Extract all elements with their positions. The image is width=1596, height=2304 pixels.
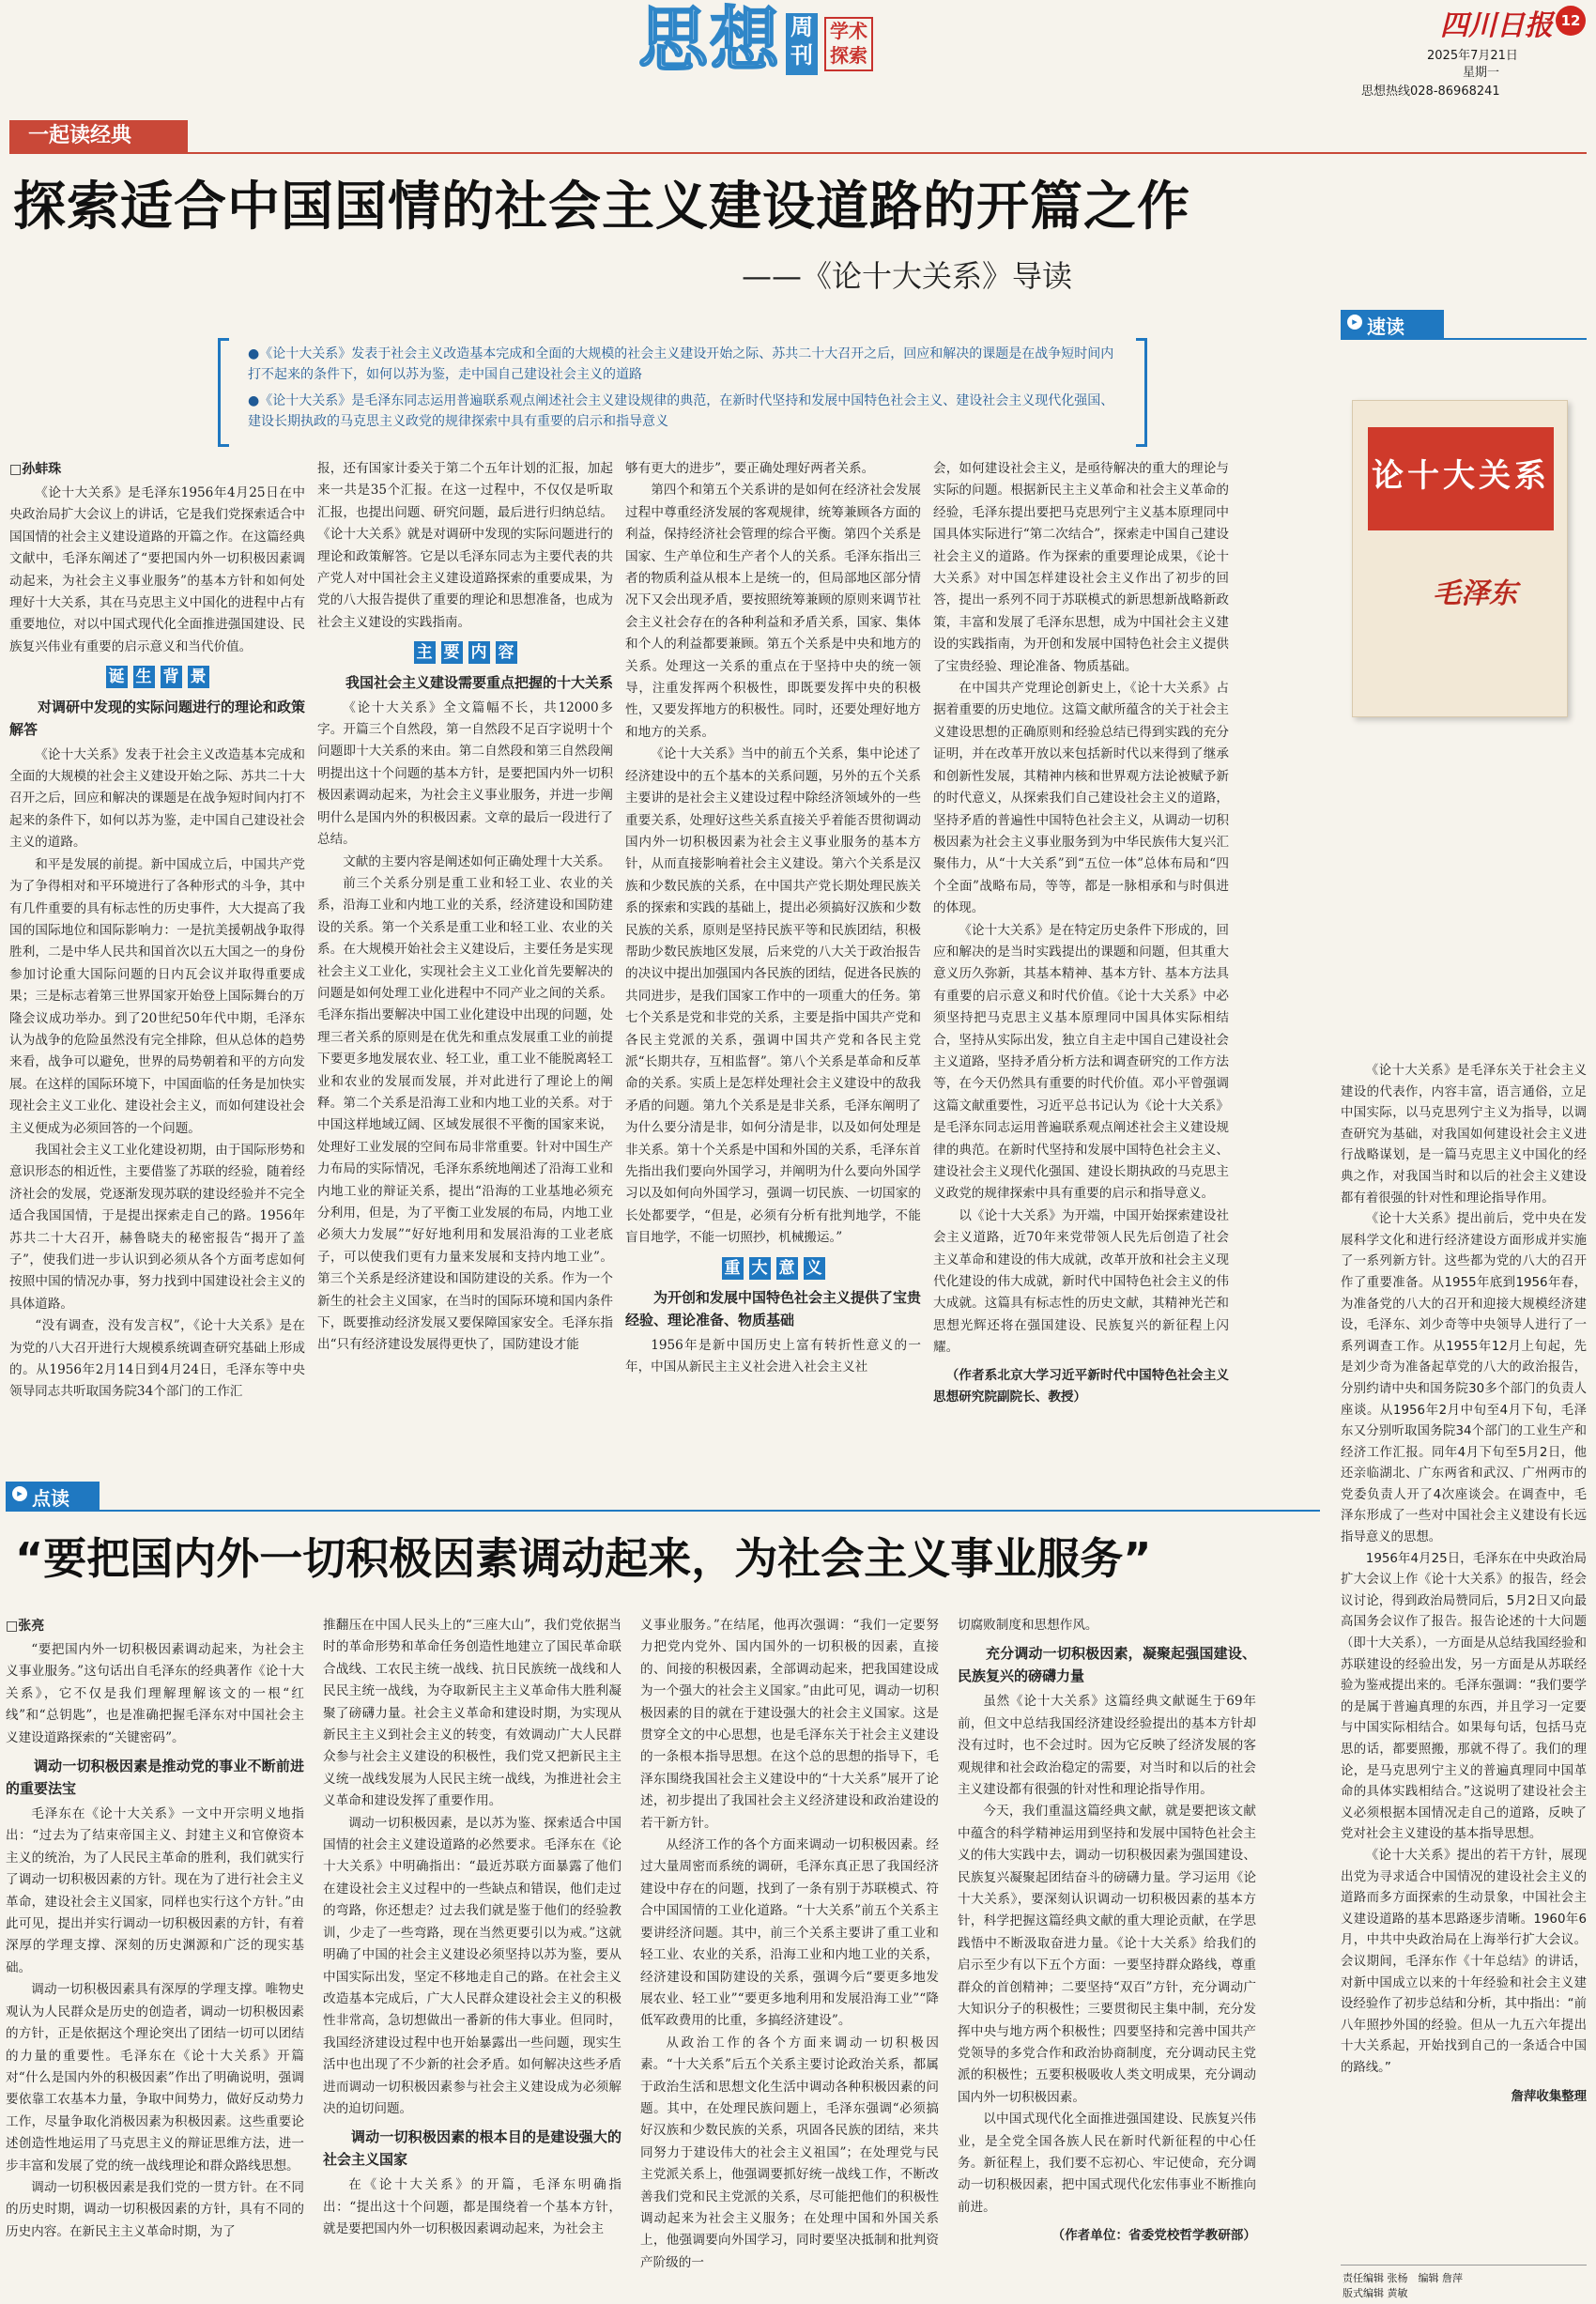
issue-weekday: 星期一: [1463, 66, 1500, 80]
sidebar-editor: 詹萍收集整理: [1511, 2089, 1587, 2104]
s1-subheading-2: 我国社会主义建设需要重点把握的十大关系: [345, 673, 613, 691]
hotline: 思想热线028-86968241: [1361, 84, 1500, 99]
s2-paragraph: 在《论十大关系》的开篇，毛泽东明确指出：“提出这十个问题，都是围绕着一个基本方针，就是要把国内外一切积极因素调动起来，为社会主: [323, 2177, 622, 2237]
s2-paragraph: 从政治工作的各个方面来调动一切积极因素。“十大关系”后五个关系主要讨论政治关系，都属于政治生活和思想文化生活中调动各种积极因素的问题。其中，在处理民族问题上，毛泽东强调“必须搞好汉族和少数民族的关系，巩固各民族的团结，来共同努力于建设伟大的社会主义祖国”；在处理党与民主党派关系上，他强调要抓好统一战线工作，不断改善我们党和民主党派的关系，尽可能把他们的积极性调动起来为社会主义服务；在处理中国和外国关系上，他强调要向外国学习，同时要坚决抵制和批判资产阶级的一: [640, 2035, 939, 2270]
s2-paragraph: 推翻压在中国人民头上的“三座大山”，我们党依据当时的革命形势和革命任务创造性地建立了国民革命联合战线、工农民主统一战线、抗日民族统一战线和人民民主统一战线，为夺取新民主主义革命伟大胜利凝聚了磅礴力量。社会主义革命和建设时期，为实现从新民主主义到社会主义的转变，有效调动广大人民群众参与社会主义建设的积极性，我们党又把新民主主义统一战线发展为人民民主统一战线，为推进社会主义革命和建设发挥了重要作用。: [323, 1618, 622, 1809]
sidebar-paragraph: 《论十大关系》是毛泽东关于社会主义建设的代表作，内容丰富，语言通俗，立足中国实际，以马克思列宁主义为指导，以调查研究为基础，对我国如何建设社会主义进行战略谋划，是一篇马克思主义中国化的经典之作，对我国当时和以后的社会主义建设都有着很强的针对性和理论指导作用。: [1341, 1064, 1587, 1206]
section1-headline: 探索适合中国国情的社会主义建设道路的开篇之作: [13, 177, 1190, 238]
book-cover: [1352, 400, 1568, 717]
book-title: 论十大关系: [1372, 457, 1550, 495]
sidebar-text: [1341, 1061, 1587, 2291]
s2-paragraph: 从经济工作的各个方面来调动一切积极因素。经过大量周密而系统的调研，毛泽东真正思了我国经济建设中存在的问题，找到了一条有别于苏联模式、符合中国国情的工业化道路。“十大关系”前五个关系主要讲经济问题。其中，前三个关系主要讲了重工业和轻工业、农业的关系，沿海工业和内地工业的关系，经济建设和国防建设的关系，强调今后“要更多地发展农业、轻工业”“要更多地利用和发展沿海工业”“降低军政费用的比重，多搞经济建设”。: [640, 1837, 939, 2029]
section1-subheadline: ——《论十大关系》导读: [742, 258, 1073, 294]
s1-paragraph: “没有调查，没有发言权”，《论十大关系》是在为党的八大召开进行大规模系统调查研究基础上形成的。从1956年2月14日到4月24日，毛泽东等中央领导同志共听取国务院34个部门的工作汇: [9, 1318, 305, 1400]
s1-paragraph: 《论十大关系》全文篇幅不长，共12000多字。开篇三个自然段，第一自然段不足百字说明十个问题即十大关系的来由。第二自然段和第三自然段阐明提出这十个问题的基本方针，是要把国内外一切积极因素调动起来，为社会主义事业服务，并进一步阐明什么是国内外的积极因素。文章的最后一段进行了总结。: [317, 699, 613, 848]
section1-tag-line: [9, 152, 1587, 154]
s2-column-4: [958, 1615, 1256, 2272]
s1-column-3: [625, 458, 921, 1547]
masthead-xueshu: 学术 探索: [824, 17, 873, 71]
s2-column-2: [323, 1615, 622, 2272]
s2-paragraph: 调动一切积极因素具有深厚的学理支撑。唯物史观认为人民群众是历史的创造者，调动一切积极因素的方针，正是依据这个理论突出了团结一切可以团结的力量的重要性。毛泽东在《论十大关系》开篇对“什么是国内外的积极因素”作出了明确说明，强调要依靠工农基本力量，争取中间势力，做好反动势力工作，尽量争取化消极因素为积极因素。这些重要论述创造性地运用了马克思主义的辩证思维方法，进一步丰富和发展了党的统一战线理论和群众路线思想。: [6, 1982, 304, 2173]
summary-point-2: ●《论十大关系》是毛泽东同志运用普遍联系观点阐述社会主义建设规律的典范，在新时代坚持和发展中国特色社会主义、建设社会主义现代化强国、建设长期执政的马克思主义政党的规律探索中具有重要的启示和指导意义: [248, 393, 1114, 429]
tag-meaning: 重 大 意 义: [625, 1257, 921, 1281]
s1-paragraph: 第四个和第五个关系讲的是如何在经济社会发展过程中尊重经济发展的客观规律，统筹兼顾各方面的利益，保持经济社会管理的综合平衡。第四个关系是国家、生产单位和生产者个人的关系。毛泽东指出三者的物质利益从根本上是统一的，但局部地区部分情况下又会出现矛盾，要按照统筹兼顾的原则来调节社会主义社会存在的各种利益和矛盾关系，国家、集体和个人的利益都要兼顾。第五个关系是中央和地方的关系。处理这一关系的重点在于坚持中央的统一领导，注重发挥两个积极性，即既要发挥中央的积极性，又要发挥地方的积极性。同时，还要处理好地方和地方的关系。: [625, 483, 921, 740]
paper-logo: 四川日报: [1440, 9, 1553, 42]
page-number: 12: [1556, 6, 1586, 36]
section2-headline: “要把国内外一切积极因素调动起来，为社会主义事业服务”: [15, 1533, 1152, 1584]
tag-background: 诞 生 背 景: [9, 666, 305, 689]
s2-paragraph: 切腐败制度和思想作风。: [958, 1618, 1098, 1633]
summary-point-1: ●《论十大关系》发表于社会主义改造基本完成和全面的大规模的社会主义建设开始之际、苏共二十大召开之后，回应和解决的课题是在战争短时间内打不起来的条件下，如何以苏为鉴，走中国自己建设社会主义的道路: [248, 346, 1114, 382]
s2-column-1: [6, 1615, 304, 2272]
s1-paragraph: 在中国共产党理论创新史上，《论十大关系》占据着重要的历史地位。这篇文献所蕴含的关于社会主义建设思想的正确原则和经验总结已得到实践的充分证明，并在改革开放以来包括新时代以来得到了继承和创新性发展，其精神内核和世界观方法论被赋予新的时代意义，从探索我们自己建设社会主义的道路，坚持矛盾的普遍性中国特色社会主义，从调动一切积极因素为社会主义事业服务到为中华民族伟大复兴汇聚伟力，从“十大关系”到“五位一体”总体布局和“四个全面”战略布局，等等，都是一脉相承和与时俱进的体现。: [933, 681, 1229, 916]
tag-content: 主 要 内 容: [317, 641, 613, 665]
s1-author-affiliation: （作者系北京大学习近平新时代中国特色社会主义思想研究院副院长、教授）: [933, 1367, 1229, 1405]
footer-credit-2: 版式编辑 黄敏: [1343, 2287, 1408, 2299]
sidebar-paragraph: 1956年4月25日，毛泽东在中央政治局扩大会议上作《论十大关系》的报告，经会议讨论，得到政治局赞同后，5月2日又向最高国务会议作了报告。报告论述的十大问题（即十大关系），一方面是从总结我国经验和苏联建设的经验出发，另一方面是从苏联经验为鉴戒提出来的。毛泽东强调：“我们要学的是属于普遍真理的东西，并且学习一定要与中国实际相结合。如果每句话，包括马克思的话，都要照搬，那就不得了。我们的理论，是马克思列宁主义的普遍真理同中国革命的具体实践相结合。”这说明了建设社会主义必须根据本国情况走自己的道路，反映了党对社会主义建设的基本指导思想。: [1341, 1551, 1587, 1842]
s2-paragraph: 义事业服务。”在结尾，他再次强调：“我们一定要努力把党内党外、国内国外的一切积极的因素，直接的、间接的积极因素，全部调动起来，把我国建设成为一个强大的社会主义国家。”由此可见，调动一切积极因素的目的就在于建设强大的社会主义国家。这是贯穿全文的中心思想，也是毛泽东关于社会主义建设的一条根本指导思想。在这个总的思想的指导下，毛泽东围绕我国社会主义建设中的“十大关系”展开了论述，初步提出了我国社会主义经济建设和政治建设的若干新方针。: [640, 1618, 939, 1831]
s1-paragraph: 以《论十大关系》为开端，中国开始探索建设社会主义道路，近70年来党带领人民先后创造了社会主义革命和建设的伟大成就，改革开放和社会主义现代化建设的伟大成就，新时代中国特色社会主义的伟大成就。这篇具有标志性的历史文献，其精神光芒和思想光辉还将在强国建设、民族复兴的新征程上闪耀。: [933, 1207, 1229, 1356]
s1-paragraph: 我国社会主义工业化建设初期，由于国际形势和意识形态的相近性，主要借鉴了苏联的经验，随着经济社会的发展，党逐渐发现苏联的建设经验并不完全适合我国国情，于是提出探索走自己的路。1956年苏共二十大召开，赫鲁晓夫的秘密报告“揭开了盖子”，使我们进一步认识到必须从各个方面考虑如何按照中国的情况办事，努力找到中国建设社会主义的具体道路。: [9, 1142, 305, 1312]
s2-subheading: 调动一切积极因素是推动党的事业不断前进的重要法宝: [6, 1758, 304, 1798]
s1-paragraph: 《论十大关系》是毛泽东1956年4月25日在中央政治局扩大会议上的讲话，它是我们党探索适合中国国情的社会主义建设道路的开篇之作。在这篇经典文献中，毛泽东阐述了“要把国内外一切积极因素调动起来，为社会主义事业服务”的基本方针和如何处理好十大关系，其在马克思主义中国化的进程中占有重要地位，对以中国式现代化全面推进强国建设、民族复兴伟业有重要的启示意义和当代价值。: [9, 485, 305, 654]
s1-paragraph: 1956年是新中国历史上富有转折性意义的一年，中国从新民主主义社会进入社会主义社: [625, 1338, 921, 1375]
s1-subheading-3: 为开创和发展中国特色社会主义提供了宝贵经验、理论准备、物质基础: [625, 1289, 921, 1329]
s1-paragraph: 和平是发展的前提。新中国成立后，中国共产党为了争得相对和平环境进行了各种形式的斗争，其中有几件重要的具有标志性的历史事件，大大提高了我国的国际地位和国际影响力：一是抗美援朝战争取得胜利，二是中华人民共和国首次以五大国之一的身份参加讨论重大国际问题的日内瓦会议并取得重要成果；三是标志着第三世界国家开始登上国际舞台的万隆会议成功举办。到了20世纪50年代中期，毛泽东认为战争的危险虽然没有完全排除，但从总体的趋势来看，战争可以避免，世界的局势朝着和平的方向发展。在这样的国际环境下，中国面临的任务是加快实现社会主义工业化、建设社会主义，而如何建设社会主义便成为必须回答的一个问题。: [9, 856, 305, 1136]
sidebar-tag: ▸ 速读: [1341, 310, 1444, 338]
s2-paragraph: 调动一切积极因素，是以苏为鉴、探索适合中国国情的社会主义建设道路的必然要求。毛泽东在《论十大关系》中明确指出：“最近苏联方面暴露了他们在建设社会主义过程中的一些缺点和错误，他们走过的弯路，你还想走？过去我们就是鉴于他们的经验教训，少走了一些弯路，现在当然更要引以为戒。”这就明确了中国的社会主义建设必须坚持以苏为鉴，要从中国实际出发，坚定不移地走自己的路。在社会主义改造基本完成后，广大人民群众建设社会主义的积极性非常高，急切想做出一番新的伟大事业。但同时，我国经济建设过程中也开始暴露出一些问题，现实生活中也出现了不少新的社会矛盾。如何解决这些矛盾进而调动一切积极因素参与社会主义建设成为必须解决的迫切问题。: [323, 1815, 622, 2116]
masthead: [638, 0, 995, 81]
sidebar-paragraph: 《论十大关系》提出的若干方针，展现出党为寻求适合中国情况的建设社会主义的道路而多方面探索的生动景象，中国社会主义建设道路的基本思路逐步清晰。1960年6月，中共中央政治局在上海举行扩大会议。会议期间，毛泽东作《十年总结》的讲话，对新中国成立以来的十年经验和社会主义建设经验作了初步总结和分析，其中指出：“前八年照抄外国的经验。但从一九五六年提出十大关系起，开始找到自己的一条适合中国的路线。”: [1341, 1848, 1587, 2075]
s1-paragraph: 文献的主要内容是阐述如何正确处理十大关系。: [343, 853, 611, 869]
s1-paragraph: 《论十大关系》是在特定历史条件下形成的，回应和解决的是当时实践提出的课题和问题，但其重大意义历久弥新，其基本精神、基本方针、基本方法具有重要的启示意义和时代价值。《论十大关系》中必须坚持把马克思主义基本原理同中国具体实际相结合，坚持从实际出发，独立自主走中国自己建设社会主义道路，坚持矛盾分析方法和调查研究的工作方法等，在今天仍然具有重要的时代价值。邓小平曾强调这篇文献重要性，习近平总书记认为《论十大关系》是毛泽东同志运用普遍联系观点阐述社会主义建设规律的典范。在新时代坚持和发展中国特色社会主义、建设社会主义现代化强国、建设长期执政的马克思主义政党的规律探索中具有重要的启示和指导意义。: [933, 922, 1229, 1202]
footer-rule: [1341, 2265, 1587, 2266]
s2-paragraph: 毛泽东在《论十大关系》一文中开宗明义地指出：“过去为了结束帝国主义、封建主义和官僚资本主义的统治，为了人民民主革命的胜利，我们就实行了调动一切积极因素的方针。现在为了进行社会主义革命，建设社会主义国家，同样也实行这个方针。”由此可见，提出并实行调动一切积极因素的方针，有着深厚的学理支撑、深刻的历史渊源和广泛的现实基础。: [6, 1806, 304, 1975]
masthead-zhoukan: 周 刊: [786, 13, 818, 75]
arrow-icon: ▸: [12, 1486, 27, 1501]
s1-column-2: [317, 458, 613, 1547]
s1-paragraph: 够有更大的进步”，要正确处理好两者关系。: [625, 461, 875, 476]
arrow-icon: ▸: [1347, 315, 1362, 330]
sidebar-rule: [1341, 338, 1587, 340]
s1-paragraph: 前三个关系分别是重工业和轻工业、农业的关系，沿海工业和内地工业的关系，经济建设和国防建设的关系。第一个关系是重工业和轻工业、农业的关系。在大规模开始社会主义建设后，主要任务是实现社会主义工业化，实现社会主义工业化首先要解决的问题是如何处理工业化进程中不同产业之间的关系。毛泽东指出要解决中国工业化建设中出现的问题，处理三者关系的原则是在优先和重点发展重工业的前提下要更多地发展农业、轻工业，重工业不能脱离轻工业和农业的发展而发展，并对此进行了理论上的阐释。第二个关系是沿海工业和内地工业的关系。对于中国这样地域辽阔、区域发展很不平衡的国家来说，处理好工业发展的空间布局非常重要。针对中国生产力布局的实际情况，毛泽东系统地阐述了沿海工业和内地工业的辩证关系，提出“沿海的工业基地必须充分利用，但是，为了平衡工业发展的布局，内地工业必须大力发展”“好好地利用和发展沿海的工业老底子，可以使我们更有力量来发展和支持内地工业”。第三个关系是经济建设和国防建设的关系。作为一个新生的社会主义国家，在当时的国际环境和国内条件下，既要推动经济发展又要保障国家安全。毛泽东指出“只有经济建设发展得更快了，国防建设才能: [317, 875, 613, 1353]
s1-paragraph: 《论十大关系》发表于社会主义改造基本完成和全面的大规模的社会主义建设开始之际、苏共二十大召开之后，回应和解决的课题是在战争短时间内打不起来的条件下，如何以苏为鉴，走中国自己建设社会主义的道路。: [9, 746, 305, 851]
s1-paragraph: 会，如何建设社会主义，是亟待解决的重大的理论与实际的问题。根据新民主主义革命和社会主义革命的经验，毛泽东提出要把马克思列宁主义基本原理同中国具体实际进行“第二次结合”，探索走中国自己建设社会主义的道路。作为探索的重要理论成果，《论十大关系》对中国怎样建设社会主义作出了初步的回答，提出一系列不同于苏联模式的新思想新战略新政策，丰富和发展了毛泽东思想，成为中国社会主义建设的实践指南，为开创和发展中国特色社会主义提供了宝贵经验、理论准备、物质基础。: [933, 461, 1229, 674]
s2-subheading: 充分调动一切积极因素，凝聚起强国建设、民族复兴的磅礴力量: [958, 1645, 1256, 1685]
masthead-title: 思想: [638, 0, 781, 81]
s2-subheading: 调动一切积极因素的根本目的是建设强大的社会主义国家: [323, 2128, 622, 2169]
section2-rule: [6, 1510, 1320, 1512]
s1-paragraph: 报，还有国家计委关于第二个五年计划的汇报，加起来一共是35个汇报。在这一过程中，不仅仅是听取汇报，也提出问题、研究问题，最后进行归纳总结。《论十大关系》就是对调研中发现的实际问题进行的理论和政策解答。它是以毛泽东同志为主要代表的共产党人对中国社会主义建设道路探索的重要成果，为党的八大报告提供了重要的理论和思想准备，也成为社会主义建设的实践指南。: [317, 461, 613, 630]
s2-paragraph: “要把国内外一切积极因素调动起来，为社会主义事业服务。”这句话出自毛泽东的经典著作《论十大关系》，它不仅是我们理解理解该文的一根“红线”和“总钥匙”，也是准确把握毛泽东对中国社会主义建设道路探索的“关键密码”。: [6, 1642, 304, 1745]
s2-paragraph: 以中国式现代化全面推进强国建设、民族复兴伟业，是全党全国各族人民在新时代新征程的中心任务。新征程上，我们要不忘初心、牢记使命，充分调动一切积极因素，把中国式现代化宏伟事业不断推向前进。: [958, 2112, 1256, 2215]
s2-author: □张亮: [6, 1619, 45, 1634]
s1-paragraph: 《论十大关系》当中的前五个关系，集中论述了经济建设中的五个基本的关系问题，另外的五个关系主要讲的是社会主义建设过程中除经济领域外的一些重要关系，处理好这些关系直接关乎着能否贯彻调动国内外一切积极因素为社会主义事业服务的基本方针，从而直接影响着社会主义建设。第六个关系是汉族和少数民族的关系，在中国共产党长期处理民族关系的探索和实践的基础上，提出必须搞好汉族和少数民族的关系，原则是坚持民族平等和民族团结，积极帮助少数民族地区发展，后来党的八大关于政治报告的决议中提出加强国内各民族的团结，促进各民族的共同进步，是我们国家工作中的一项重大的任务。第七个关系是党和非党的关系，主要是指中国共产党和各民主党派的关系，强调中国共产党和各民主党派“长期共存，互相监督”。第八个关系是革命和反革命的关系。实质上是怎样处理社会主义建设中的敌我矛盾的问题。第九个关系是是非关系，毛泽东阐明了为什么要分清是非，如何分清是非，以及如何处理是非关系。第十个关系是中国和外国的关系，毛泽东首先指出我们要向外国学习，并阐明为什么要向外国学习以及如何向外国学习，强调一切民族、一切国家的长处都要学，“但是，必须有分析有批判地学，不能盲目地学，不能一切照抄，机械搬运。”: [625, 746, 921, 1246]
s1-column-1: [9, 458, 305, 1547]
s2-paragraph: 虽然《论十大关系》这篇经典文献诞生于69年前，但文中总结我国经济建设经验提出的基本方针却没有过时，也不会过时。因为它反映了经济发展的客观规律和社会政治稳定的需要，对当时和以后的社会主义建设都有很强的针对性和理论指导作用。: [958, 1694, 1256, 1798]
issue-date: 2025年7月21日: [1427, 49, 1518, 63]
s1-author: □孙蚌珠: [9, 462, 62, 477]
section1-tag: 一起读经典: [9, 120, 188, 152]
s1-subheading-1: 对调研中发现的实际问题进行的理论和政策解答: [9, 698, 305, 738]
s2-paragraph: 今天，我们重温这篇经典文献，就是要把该文献中蕴含的科学精神运用到坚持和发展中国特色社会主义的伟大实践中去，调动一切积极因素为强国建设、民族复兴凝聚起团结奋斗的磅礴力量。学习运用《论十大关系》，要深刻认识调动一切积极因素的基本方针，科学把握这篇经典文献的重大理论贡献，在学思践悟中不断汲取奋进力量。《论十大关系》给我们的启示至少有以下五个方面：一要坚持群众路线，尊重群众的首创精神；二要坚持“双百”方针，充分调动广大知识分子的积极性；三要贯彻民主集中制，充分发挥中央与地方两个积极性；四要坚持和完善中国共产党领导的多党合作和政治协商制度，充分调动民主党派的积极性；五要积极吸收人类文明成果，充分调动国内外一切积极因素。: [958, 1804, 1256, 2105]
s1-column-4: [933, 458, 1229, 1547]
book-author-signature: 毛泽东: [1433, 577, 1517, 610]
footer-credit-1: 责任编辑 张杨 编辑 詹萍: [1343, 2272, 1463, 2284]
s2-paragraph: 调动一切积极因素是我们党的一贯方针。在不同的历史时期，调动一切积极因素的方针，具有不同的历史内容。在新民主主义革命时期，为了: [6, 2179, 304, 2239]
sidebar-paragraph: 《论十大关系》提出前后，党中央在发展科学文化和进行经济建设方面形成并实施了一系列新方针。这些都为党的八大的召开作了重要准备。从1955年底到1956年春，为准备党的八大的召开和迎接大规模经济建设，毛泽东、刘少奇等中央领导人进行了一系列调查工作。从1955年12月上旬起，先是刘少奇为准备起草党的八大的政治报告，分别约请中央和国务院30多个部门的负责人座谈。从1956年2月中旬至4月下旬，毛泽东又分别听取国务院34个部门的工业生产和经济工作汇报。同年4月下旬至5月2日，他还亲临湖北、广东两省和武汉、广州两市的党委负责人开了4次座谈会。在调查中，毛泽东形成了一些对中国社会主义建设有长远指导意义的思想。: [1341, 1212, 1587, 1545]
s2-column-3: [640, 1615, 939, 2272]
s2-author-affiliation: （作者单位：省委党校哲学教研部）: [1051, 2228, 1256, 2244]
section2-tag: ▸ 点读: [6, 1482, 100, 1510]
summary-box: [218, 338, 1147, 447]
